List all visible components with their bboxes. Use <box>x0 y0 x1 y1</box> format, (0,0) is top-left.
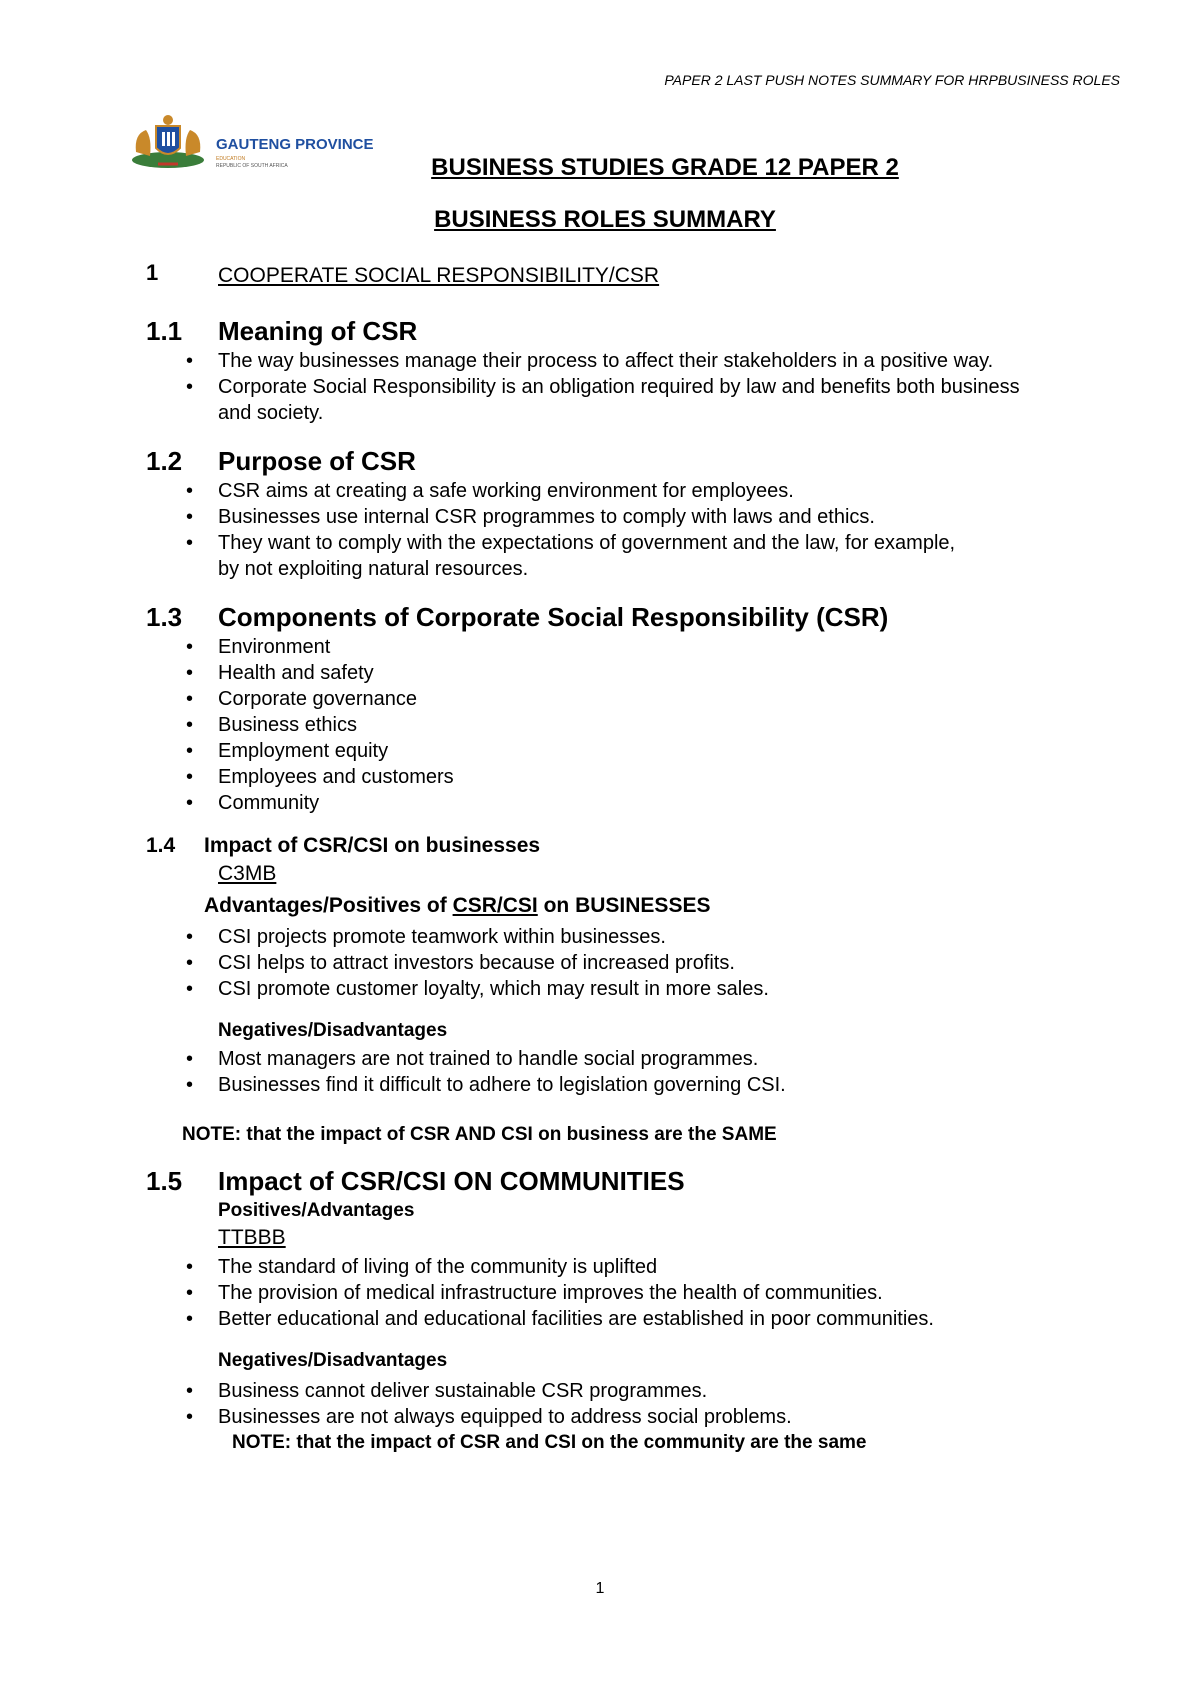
list-item: • Businesses are not always equipped to address social problems. <box>186 1406 792 1428</box>
list-item: • Businesses find it difficult to adhere to legislation governing CSI. <box>186 1074 786 1096</box>
list-item: • They want to comply with the expectations of government and the law, for example, by not exploiting natural resources. <box>186 532 956 580</box>
section-1-1-number: 1.1 <box>146 316 183 346</box>
section-1-2-title: Purpose of CSR <box>218 446 416 476</box>
community-impact-note: NOTE: that the impact of CSR and CSI on the community are the same <box>232 1432 867 1453</box>
section-1-5-title: Impact of CSR/CSI ON COMMUNITIES <box>218 1166 685 1196</box>
list-item: • CSI promote customer loyalty, which may result in more sales. <box>186 978 769 1000</box>
section-1-2-number: 1.2 <box>146 446 183 476</box>
document-subtitle: BUSINESS ROLES SUMMARY <box>434 206 776 233</box>
list-item: • CSI helps to attract investors because of increased profits. <box>186 952 735 974</box>
section-1-3-title: Components of Corporate Social Responsibility (CSR) <box>218 602 889 632</box>
section-1-3-number: 1.3 <box>146 602 183 632</box>
list-item: • CSI projects promote teamwork within businesses. <box>186 926 666 948</box>
community-negatives-list <box>186 1378 1118 1430</box>
list-item: • Community <box>186 792 320 814</box>
document-title: BUSINESS STUDIES GRADE 12 PAPER 2 <box>431 154 899 181</box>
list-item: • Corporate governance <box>186 688 418 710</box>
list-item: • Businesses use internal CSR programmes to comply with laws and ethics. <box>186 506 875 528</box>
components-list <box>186 634 1118 816</box>
list-item: • The provision of medical infrastructure improves the health of communities. <box>186 1282 883 1304</box>
list-item: • Most managers are not trained to handle social programmes. <box>186 1048 759 1070</box>
logo-title: GAUTENG PROVINCE <box>216 136 374 153</box>
list-item: • Environment <box>186 636 331 658</box>
running-header: PAPER 2 LAST PUSH NOTES SUMMARY FOR HRPBUSINESS ROLES <box>664 72 1120 88</box>
list-item: • The standard of living of the community is uplifted <box>186 1256 658 1278</box>
section-1-4-title: Impact of CSR/CSI on businesses <box>204 834 541 857</box>
logo-country: REPUBLIC OF SOUTH AFRICA <box>216 163 288 169</box>
mnemonic-ttbbb: TTBBB <box>218 1226 286 1249</box>
list-item: • Better educational and educational facilities are established in poor communities. <box>186 1308 934 1330</box>
purpose-list <box>186 478 1118 582</box>
advantages-heading: Advantages/Positives of CSR/CSI on BUSINESSES <box>204 894 711 917</box>
section-1-4-number: 1.4 <box>146 834 176 857</box>
list-item: • Employees and customers <box>186 766 454 788</box>
list-item: • Employment equity <box>186 740 389 762</box>
page-number: 1 <box>595 1580 605 1597</box>
business-impact-note: NOTE: that the impact of CSR AND CSI on business are the SAME <box>182 1124 777 1145</box>
list-item: • The way businesses manage their process to affect their stakeholders in a positive way. <box>186 350 994 372</box>
list-item: • Business ethics <box>186 714 357 736</box>
community-positives-list <box>186 1254 1118 1332</box>
list-item: • Business cannot deliver sustainable CSR programmes. <box>186 1380 708 1402</box>
community-negatives-heading: Negatives/Disadvantages <box>218 1350 448 1371</box>
list-item: • Corporate Social Responsibility is an obligation required by law and benefits both business and society. <box>186 376 1020 424</box>
list-item: • CSR aims at creating a safe working environment for employees. <box>186 480 794 502</box>
negatives-heading: Negatives/Disadvantages <box>218 1020 448 1041</box>
section-1-1-title: Meaning of CSR <box>218 316 418 346</box>
positives-heading: Positives/Advantages <box>218 1200 415 1221</box>
business-negatives-list <box>186 1046 1118 1098</box>
section-1-5-number: 1.5 <box>146 1166 183 1196</box>
meaning-list <box>186 348 1118 426</box>
business-advantages-list <box>186 924 1118 1002</box>
section-1-number: 1 <box>146 260 159 285</box>
section-1-title: COOPERATE SOCIAL RESPONSIBILITY/CSR <box>218 264 660 287</box>
mnemonic-c3mb: C3MB <box>218 862 277 885</box>
list-item: • Health and safety <box>186 662 374 684</box>
logo-subtitle: EDUCATION <box>216 156 246 162</box>
